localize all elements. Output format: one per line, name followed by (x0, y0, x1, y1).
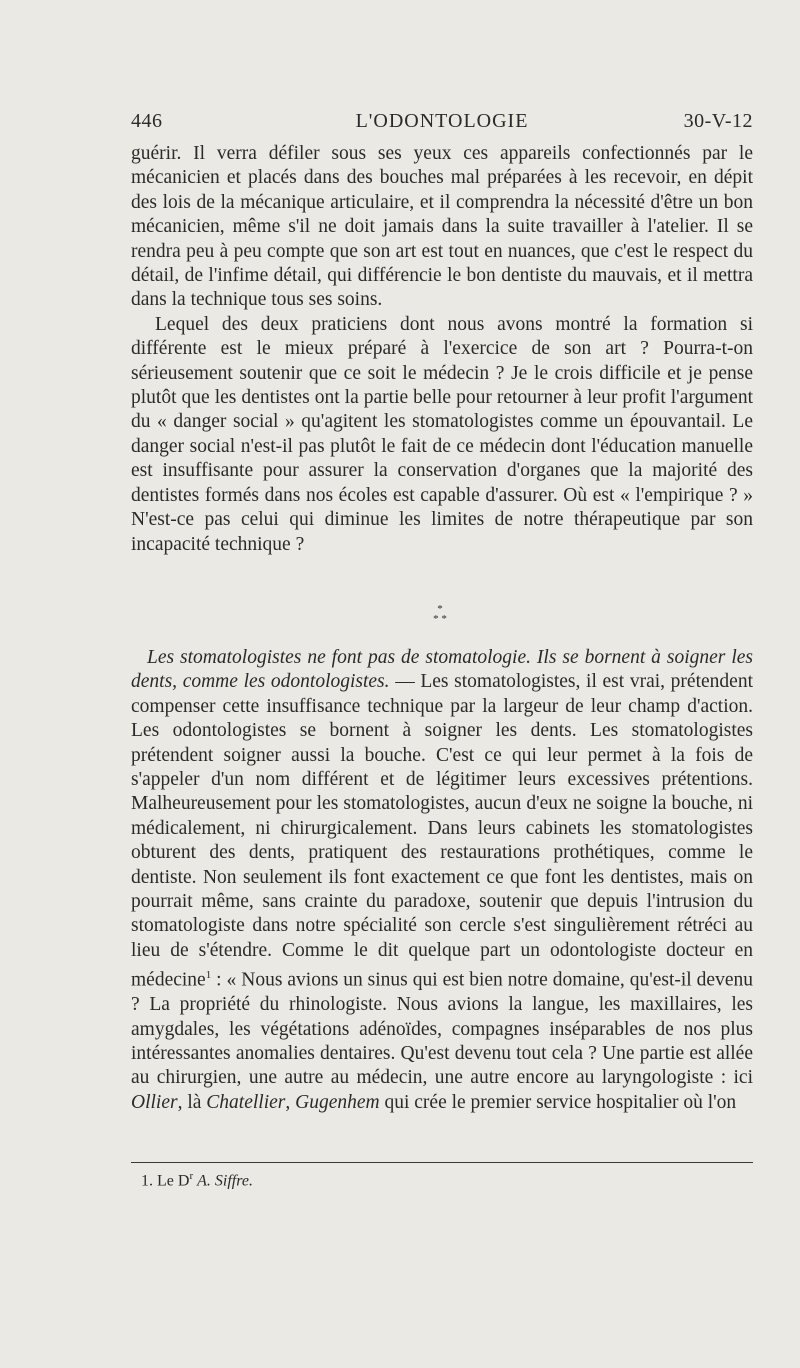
footnote-author: A. Siffre. (197, 1172, 253, 1190)
body-text-section-2 (131, 646, 753, 1115)
paragraph-3 (131, 646, 753, 1115)
separator-stars-bottom: * * (433, 613, 447, 625)
paragraph-3-part-1: — Les stomatologistes, il est vrai, prétendent compenser cette insuffisance technique par la largeur de leur champ d'action. Les odontologistes se bornent à soigner les dents. Les stomatologistes prétendent soigner aussi la bouche. C'est ce qui leur permet à la fois de s'appeler d'un nom différent et de légitimer leurs excessives prétentions. Malheureusement pour les stomatologistes, aucun d'eux ne soigne la bouche, ni médicalement, ni chirurgicalement. Dans leurs cabinets les stomatologistes obturent des dents, pratiquent des restaurations prothétiques, comme le dentiste. Non seulement ils font exactement ce que font les dentistes, mais on pourrait même, sans crainte du paradoxe, soutenir que depuis l'intrusion du stomatologiste dans notre spécialité son cercle s'est singulièrement rétréci au lieu de s'étendre. Comme le dit quelque part un odontologiste docteur en médecine (131, 671, 753, 991)
paragraph-2: Lequel des deux praticiens dont nous avons montré la formation si différente est le mieux préparé à l'exercice de son art ? Pourra-t-on sérieusement soutenir que ce soit le médecin ? Je le crois difficile et je pense plutôt que les dentistes ont la partie belle pour retourner à leur profit l'argument du « danger social » qu'agitent les stomatologistes comme un épouvantail. Le danger social n'est-il pas plutôt le fait de ce médecin dont l'éducation manuelle est insuffisante pour assurer la conservation d'organes que la majorité des dentistes formés dans nos écoles est capable d'assurer. Où est « l'empirique ? » N'est-ce pas celui qui diminue les limites de notre thérapeutique par son incapacité technique ? (131, 313, 753, 555)
footnote-reference: 1 (205, 969, 212, 982)
footnote (141, 1170, 253, 1190)
paragraph-3-part-3: , là (177, 1091, 207, 1113)
paragraph-1: guérir. Il verra défiler sous ses yeux ces appareils confectionnés par le mécanicien et placés dans des bouches mal préparées à les recevoir, en dépit des lois de la mécanique articulaire, et il comprendra la nécessité d'être un bon mécanicien, même s'il ne doit jamais dans la suite travailler à l'atelier. Il se rendra peu à peu compte que son art est tout en nuances, que c'est le respect du détail, de l'infime détail, qui différencie le bon dentiste du mauvais, et il mettra dans la technique tous ses soins. (131, 143, 753, 311)
body-text-top (131, 142, 753, 557)
footnote-sup: r (189, 1170, 194, 1182)
running-header (131, 110, 753, 136)
paragraph-3-part-4: , (285, 1091, 296, 1113)
name-ollier: Ollier (131, 1091, 178, 1113)
paragraph-3-part-2: : « Nous avions un sinus qui est bien notre domaine, qu'est-il devenu ? La propriété du rhinologiste. Nous avions la langue, les maxillaires, les amygdales, les végétations adénoïdes, compagnes inséparables de nos plus intéressantes anomalies dentaires. Qu'est devenu tout cela ? Une partie est allée au chirurgien, une autre au médecin, une autre encore au laryngologiste : ici (131, 969, 753, 1089)
italic-lead: Les stomatologistes ne font pas de stomatologie. Ils se bornent à soigner les dents, comme les odontologistes. (131, 647, 753, 693)
issue-date: 30-V-12 (683, 110, 753, 132)
footnote-prefix: Le D (157, 1172, 190, 1190)
footnote-number: 1. (141, 1172, 153, 1190)
separator-star-top: * (437, 603, 443, 615)
page-number: 446 (131, 110, 163, 132)
name-gugenhem: Gugenhem (295, 1091, 380, 1113)
section-separator (420, 604, 460, 624)
journal-title: L'ODONTOLOGIE (355, 110, 529, 132)
name-chatellier: Chatellier (206, 1091, 286, 1113)
paragraph-3-part-5: qui crée le premier service hospitalier où l'on (379, 1091, 737, 1113)
footnote-divider (131, 1162, 753, 1163)
